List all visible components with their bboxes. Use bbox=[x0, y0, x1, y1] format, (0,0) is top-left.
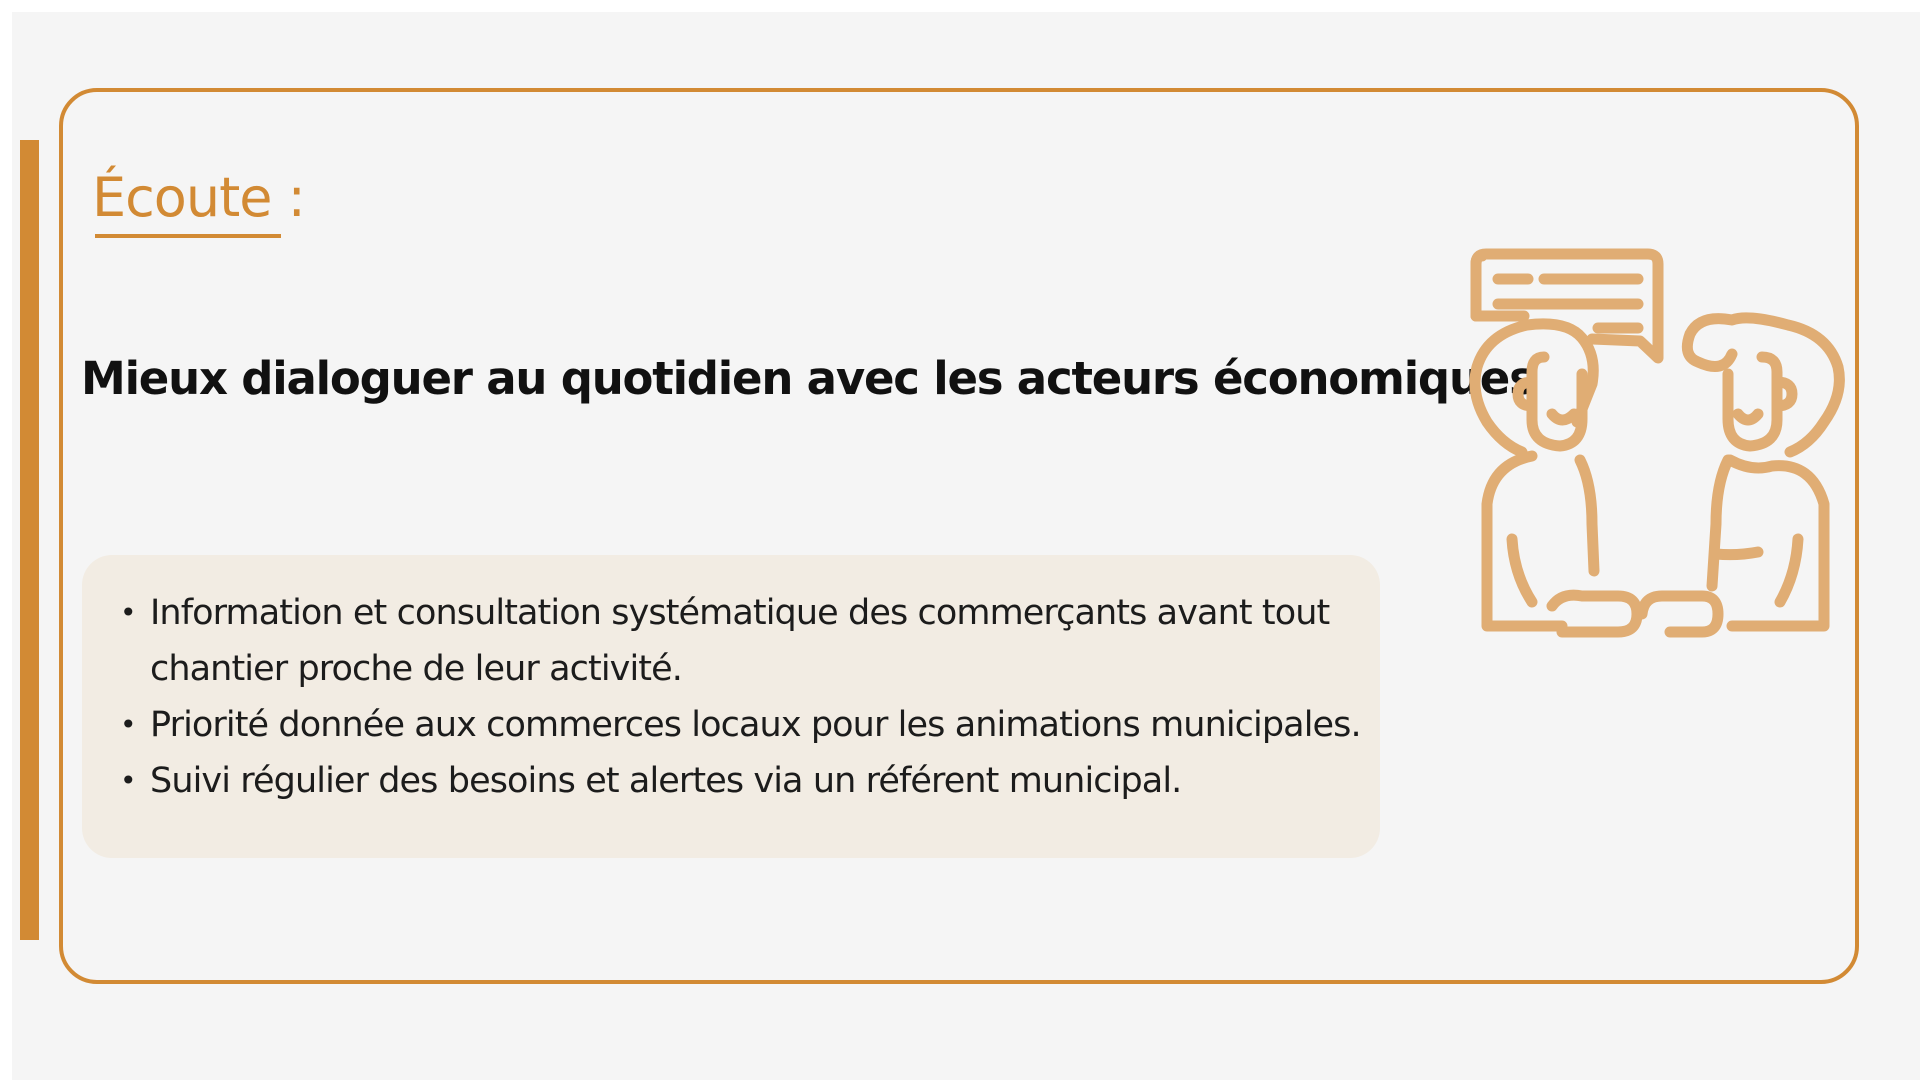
two-people-conversation-icon bbox=[1432, 234, 1852, 654]
accent-bar bbox=[20, 140, 39, 940]
headline: Mieux dialoguer au quotidien avec les acteurs économiques bbox=[81, 352, 1535, 405]
section-title-underline bbox=[95, 234, 281, 238]
section-title: Écoute : bbox=[92, 166, 305, 229]
bullet-item: • Suivi régulier des besoins et alertes via un référent municipal. bbox=[120, 753, 1380, 809]
slide bbox=[12, 12, 1920, 1080]
bullet-item: • Information et consultation systématique des commerçants avant tout chantier proche de leur activité. bbox=[120, 585, 1380, 697]
bullet-list bbox=[120, 585, 1380, 809]
bullet-card bbox=[82, 555, 1380, 858]
bullet-item: • Priorité donnée aux commerces locaux pour les animations municipales. bbox=[120, 697, 1380, 753]
